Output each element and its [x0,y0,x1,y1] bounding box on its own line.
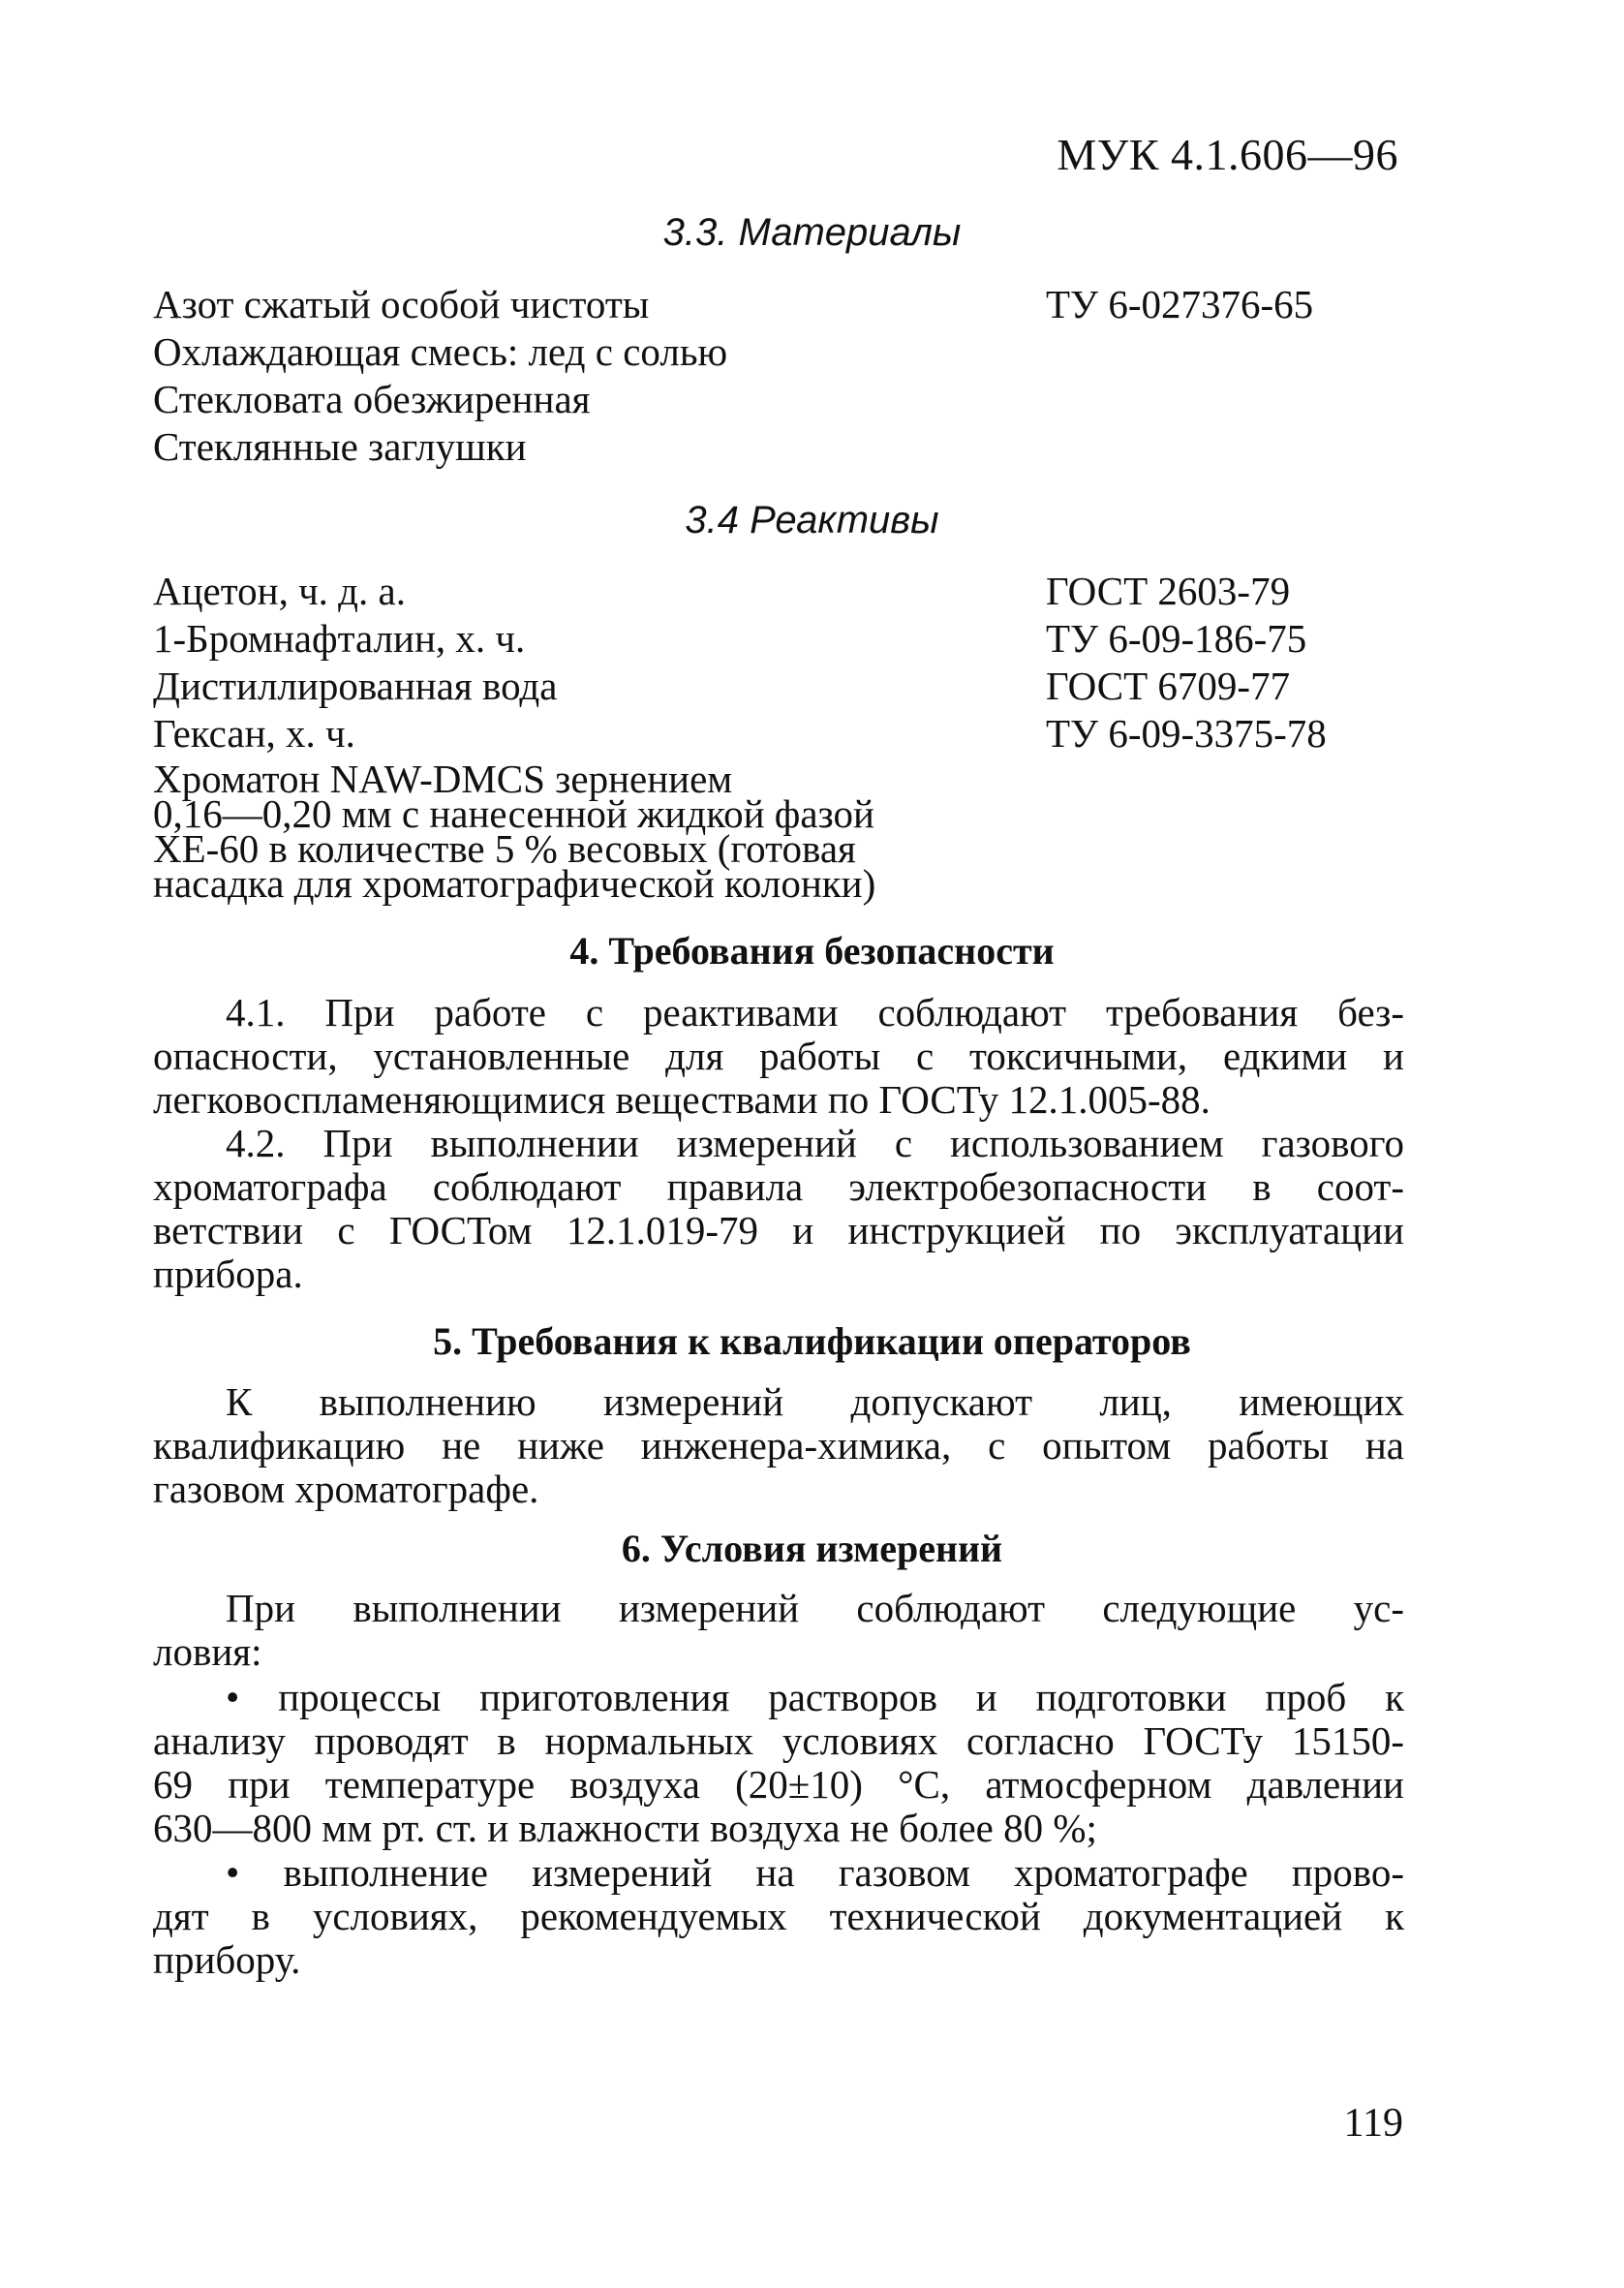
page-number: 119 [1343,2101,1403,2146]
text-line: прибора. [153,1252,303,1296]
section-6-title: 6. Условия измерений [621,1527,1003,1570]
text-line: 630—800 мм рт. ст. и влажности воздуха не более 80 %; [153,1806,1097,1850]
text-line: ветствии с ГОСТом 12.1.019-79 и инструкцией по эксплуатации [153,1208,1404,1252]
section-4-para-2 [153,1122,1404,1296]
item-name: Ацетон, ч. д. а. [153,569,406,613]
item-name: 1-Бромнафталин, х. ч. [153,616,526,661]
text-line: опасности, установленные для работы с токсичными, едкими и [153,1034,1404,1078]
text-line: дят в условиях, рекомендуемых технической документацией к [153,1894,1404,1938]
list-item [153,710,1412,758]
materials-list [153,281,1412,471]
materials-heading: 3.3. Материалы [662,211,962,254]
list-item [153,423,1412,471]
list-item [153,568,1412,615]
list-item [153,328,1412,376]
text-line: квалификацию не ниже инженера-химика, с опытом работы на [153,1423,1404,1468]
chromaton-item [153,757,1412,906]
item-standard: ГОСТ 2603-79 [1046,569,1291,613]
list-item [153,376,1412,423]
section-6-bullet-2 [153,1851,1404,1982]
reagents-list [153,568,1412,906]
text-line: прибору. [153,1937,301,1982]
section-6-bullet-1 [153,1676,1404,1850]
item-name: Охлаждающая смесь: лед с солью [153,329,728,374]
section-5-para-1 [153,1380,1404,1511]
text-line: • процессы приготовления растворов и подготовки проб к [226,1675,1404,1719]
item-standard: ТУ 6-09-3375-78 [1046,711,1327,756]
document-code: МУК 4.1.606—96 [1057,130,1398,179]
item-name: Стеклянные заглушки [153,424,527,469]
item-standard: ТУ 6-09-186-75 [1046,616,1307,661]
text-line: легковоспламеняющимися веществами по ГОСТу 12.1.005-88. [153,1077,1210,1122]
text-line: 4.2. При выполнении измерений с использованием газового [226,1121,1404,1165]
list-item [153,615,1412,663]
text-line: ловия: [153,1629,262,1674]
reagents-heading: 3.4 Реактивы [685,499,939,541]
item-name: Азот сжатый особой чистоты [153,282,650,326]
chromaton-line: Хроматон NAW-DMCS зернением [153,757,733,801]
text-line: При выполнении измерений соблюдают следующие ус- [226,1586,1404,1630]
section-4-para-1 [153,991,1404,1122]
text-line: • выполнение измерений на газовом хроматографе прово- [226,1850,1404,1895]
text-line: анализу проводят в нормальных условиях согласно ГОСТу 15150- [153,1718,1404,1763]
text-line: хроматографа соблюдают правила электробезопасности в соот- [153,1164,1404,1209]
text-line: К выполнению измерений допускают лиц, имеющих [226,1379,1404,1424]
item-standard: ТУ 6-027376-65 [1046,282,1314,326]
section-4-title: 4. Требования безопасности [569,929,1055,973]
text-line: 69 при температуре воздуха (20±10) °С, атмосферном давлении [153,1762,1404,1807]
section-6-para-1 [153,1587,1404,1674]
item-standard: ГОСТ 6709-77 [1046,664,1291,708]
section-5-title: 5. Требования к квалификации операторов [433,1319,1191,1363]
item-name: Гексан, х. ч. [153,711,355,756]
chromaton-line: ХЕ-60 в количестве 5 % весовых (готовая [153,826,856,871]
item-name: Дистиллированная вода [153,664,558,708]
text-line: 4.1. При работе с реактивами соблюдают требования без- [226,990,1404,1035]
text-line: газовом хроматографе. [153,1467,539,1511]
chromaton-line: насадка для хроматографической колонки) [153,861,876,906]
item-name: Стекловата обезжиренная [153,377,591,421]
list-item [153,281,1412,328]
chromaton-line: 0,16—0,20 мм с нанесенной жидкой фазой [153,791,874,836]
list-item [153,663,1412,710]
